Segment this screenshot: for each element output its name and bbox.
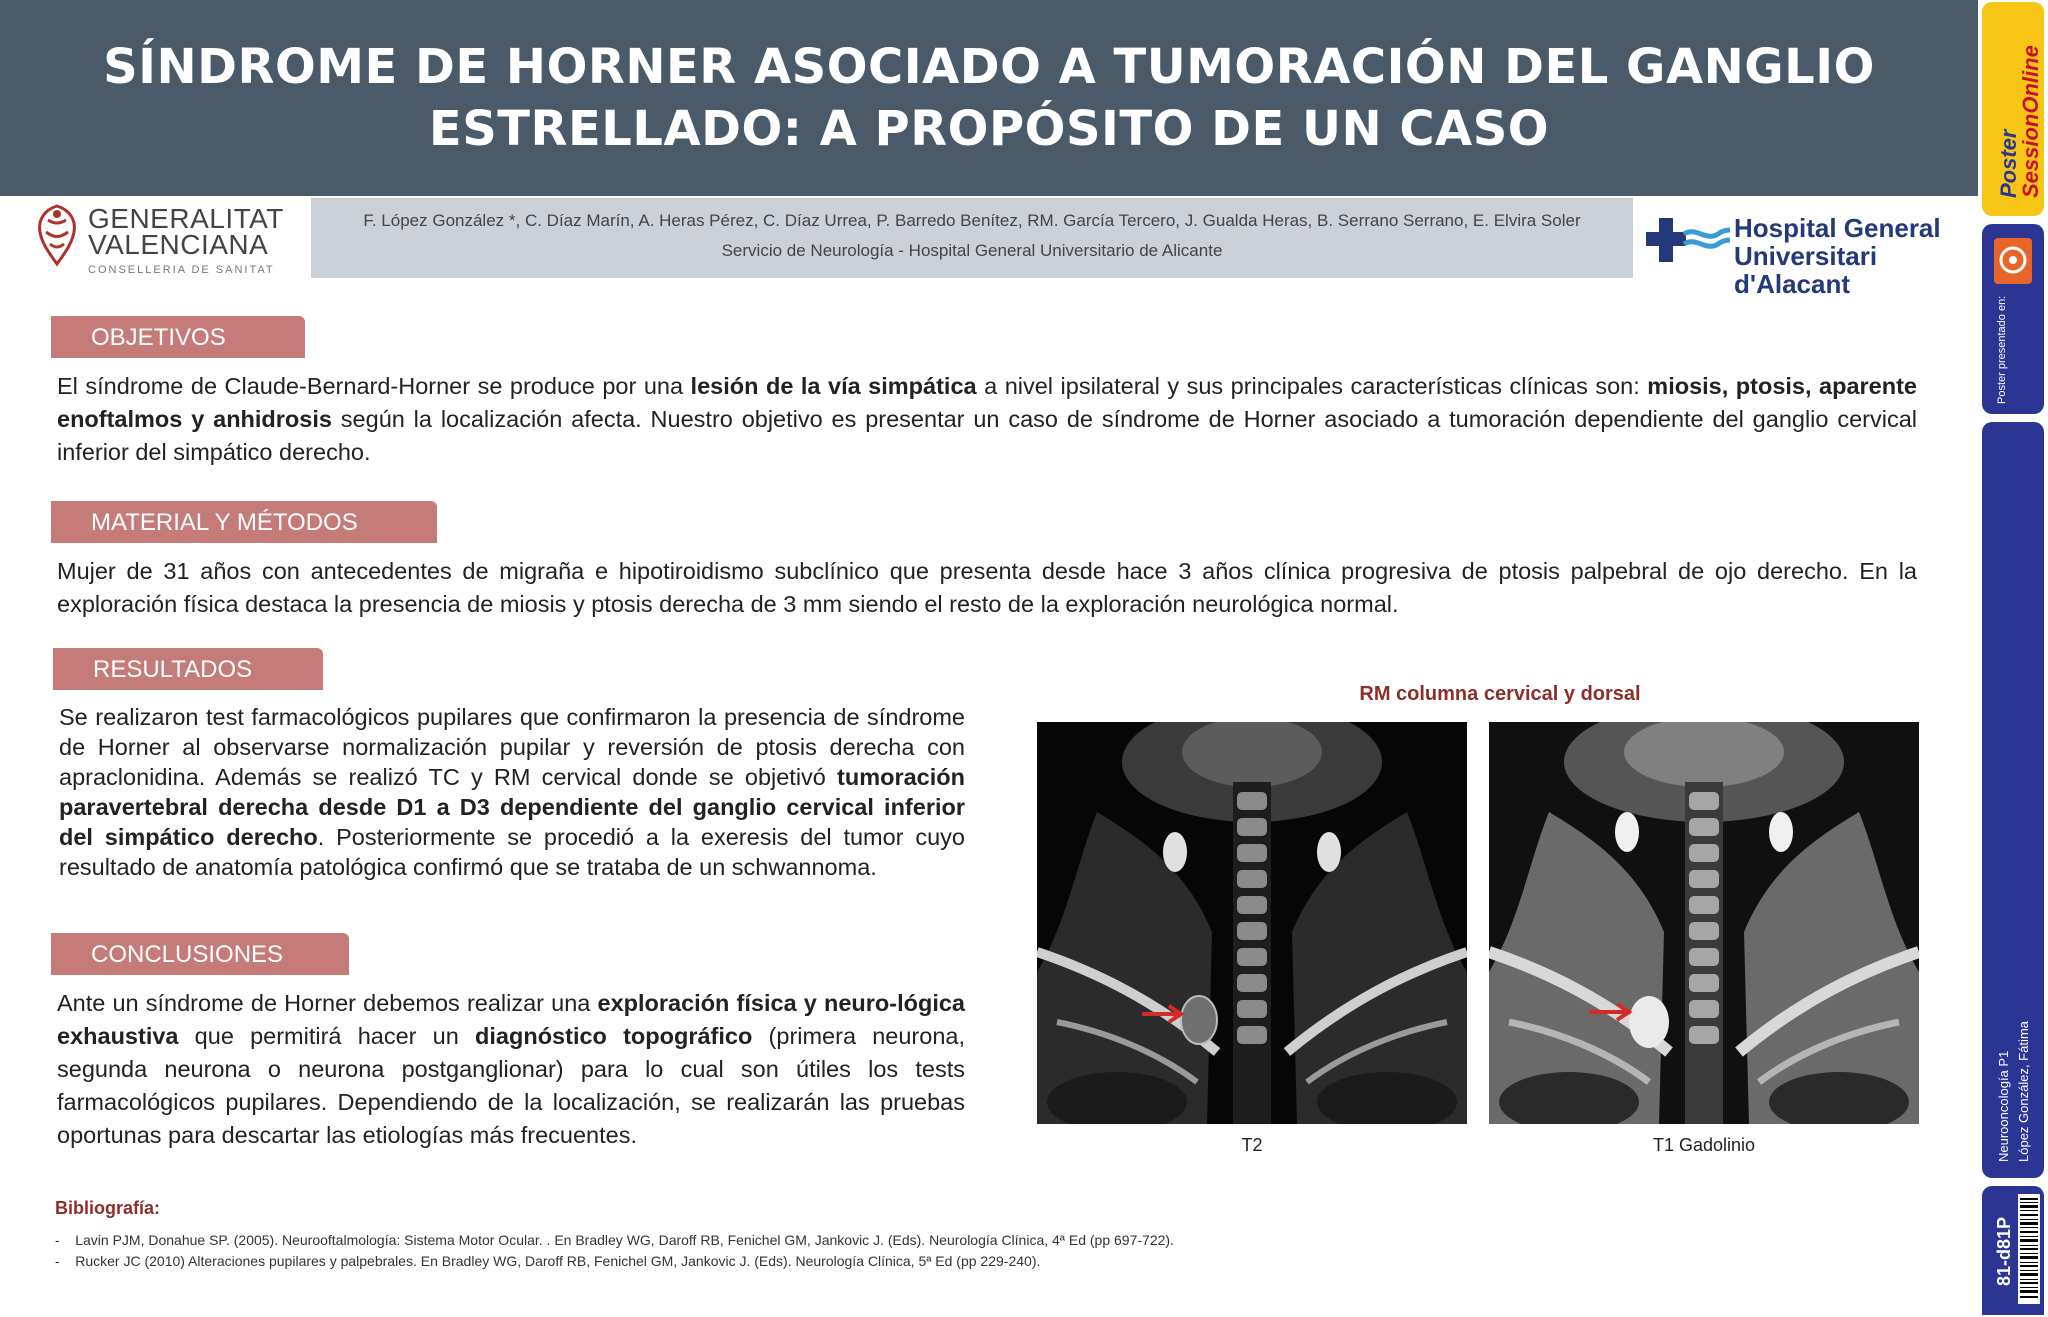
barcode-icon — [2018, 1194, 2040, 1304]
hospital-text — [1734, 214, 1961, 298]
brand-poster-text: Poster — [1996, 129, 2021, 198]
objetivos-t1: El síndrome de Claude-Bernard-Horner se produce por una — [57, 373, 691, 399]
poster-title-line1: SÍNDROME DE HORNER ASOCIADO A TUMORACIÓN DEL GANGLIO — [103, 39, 1875, 95]
objetivos-t3: según la localización afecta. Nuestro objetivo es presentar un caso de síndrome de Horner asociado a tumoración dependiente del ganglio cervical inferior del simpático derecho. — [57, 406, 1917, 465]
resultados-t1: Se realizaron test farmacológicos pupilares que confirmaron la presencia de síndrome de Horner al observarse normalización pupilar y reversión de ptosis derecha con apraclonidina. Además se realizó TC y RM cervical donde se objetivó — [59, 704, 965, 790]
congress-logo-icon — [1994, 238, 2032, 284]
gv-line2: VALENCIANA — [88, 229, 269, 260]
gv-line1: GENERALITAT — [88, 203, 284, 234]
presented-at-text: Poster presentado en: — [1996, 295, 2008, 404]
title-band — [0, 0, 1978, 196]
mri-t2-graphic — [1037, 722, 1467, 1124]
hospital-line1: Hospital General — [1734, 213, 1941, 243]
hospital-logo — [1646, 212, 1961, 299]
mri-t2-image — [1037, 722, 1467, 1124]
session-author: López González, Fátima — [2016, 1021, 2031, 1162]
bibliography-item-1-text: Lavin PJM, Donahue SP. (2005). Neurooftalmología: Sistema Motor Ocular. . En Bradley WG, Daroff RB, Fenichel GM, Jankovic J. (Eds). Neurología Clínica, 4ª Ed (pp 697-722). — [75, 1232, 1174, 1248]
resultados-text — [59, 702, 965, 882]
hospital-cross-icon — [1646, 212, 1730, 268]
objetivos-heading: OBJETIVOS — [51, 316, 305, 358]
conclusiones-t1: Ante un síndrome de Horner debemos realizar una — [57, 990, 598, 1016]
bibliography-item-2-text: Rucker JC (2010) Alteraciones pupilares y palpebrales. En Bradley WG, Daroff RB, Fenichel GM, Jankovic J. (Eds). Neurología Clínica, 5ª Ed (pp 229-240). — [75, 1253, 1041, 1269]
material-text: Mujer de 31 años con antecedentes de migraña e hipotiroidismo subclínico que presenta desde hace 3 años clínica progresiva de ptosis palpebral de ojo derecho. En la exploración física destaca la presencia de miosis y ptosis derecha de 3 mm siendo el resto de la exploración neurológica normal. — [57, 558, 1917, 617]
bibliography-title: Bibliografía: — [55, 1198, 161, 1218]
session-name: Neurooncología P1 — [1996, 1050, 2011, 1162]
mri-t1-gadolinio-image — [1489, 722, 1919, 1124]
bibliography-item-2: - Rucker JC (2010) Alteraciones pupilares y palpebrales. En Bradley WG, Daroff RB, Fenichel GM, Jankovic J. (Eds). Neurología Clínica, 5ª Ed (pp 229-240). — [55, 1253, 1041, 1269]
authors-list: F. López González *, C. Díaz Marín, A. Heras Pérez, C. Díaz Urrea, P. Barredo Benítez, RM. García Tercero, J. Gualda Heras, B. Serrano Serrano, E. Elvira Soler — [363, 211, 1581, 230]
affiliation: Servicio de Neurología - Hospital General Universitario de Alicante — [721, 241, 1223, 260]
resultados-heading: RESULTADOS — [53, 648, 323, 690]
authors-band — [311, 198, 1633, 278]
poster-session-sidebar — [1978, 0, 2048, 1317]
conclusiones-b1: exploración física y neuro-lógica exhaustiva — [57, 990, 966, 1049]
conclusiones-heading: CONCLUSIONES — [51, 933, 349, 975]
presented-at-panel — [1982, 224, 2044, 414]
generalitat-crest-icon — [30, 202, 84, 270]
generalitat-text — [88, 203, 284, 276]
material-heading: MATERIAL Y MÉTODOS — [51, 501, 437, 543]
resultados-t2: . Posteriormente se procedió a la exeresis del tumor cuyo resultado de anatomía patológica confirmó que se trataba de un schwannoma. — [59, 824, 965, 880]
objetivos-text — [57, 370, 1917, 469]
caption-t2: T2 — [1241, 1135, 1263, 1155]
poster-title-line2: ESTRELLADO: A PROPÓSITO DE UN CASO — [428, 101, 1550, 157]
objetivos-b1: lesión de la vía simpática — [690, 373, 977, 399]
conclusiones-b2: diagnóstico topográfico — [475, 1023, 753, 1049]
poster-code-panel — [1982, 1186, 2044, 1315]
objetivos-b2: miosis, ptosis, aparente enoftalmos y anhidrosis — [57, 373, 1917, 432]
resultados-b1: tumoración paravertebral derecha desde D1 a D3 dependiente del ganglio cervical inferior del simpático derecho — [59, 764, 965, 850]
poster-code: 81-d81P — [1994, 1216, 2014, 1286]
objetivos-t2: a nivel ipsilateral y sus principales características clínicas son: — [976, 373, 1648, 399]
generalitat-logo — [30, 202, 284, 276]
caption-t1-gadolinio: T1 Gadolinio — [1652, 1135, 1756, 1155]
mri-t1-graphic — [1489, 722, 1919, 1124]
hospital-line2: Universitari d'Alacant — [1734, 241, 1878, 299]
conclusiones-t2: que permitirá hacer un — [178, 1023, 476, 1049]
conclusiones-text — [57, 987, 965, 1152]
session-info-panel — [1982, 422, 2044, 1178]
figure-title: RM columna cervical y dorsal — [1359, 683, 1641, 705]
conclusiones-t3: (primera neurona, segunda neurona o neurona postganglionar) para lo cual son útiles los tests farmacológicos pupilares. Dependiendo de la localización, se realizarán las pruebas oportunas para descartar las etiologías más frecuentes. — [57, 1023, 965, 1148]
bibliography-item-1: - Lavin PJM, Donahue SP. (2005). Neurooftalmología: Sistema Motor Ocular. . En Bradley WG, Daroff RB, Fenichel GM, Jankovic J. (Eds). Neurología Clínica, 4ª Ed (pp 697-722). — [55, 1232, 1174, 1248]
poster-session-brand — [1982, 2, 2044, 216]
brand-session-text: SessionOnline — [2018, 45, 2043, 198]
gv-subtitle: CONSELLERIA DE SANITAT — [88, 264, 275, 276]
